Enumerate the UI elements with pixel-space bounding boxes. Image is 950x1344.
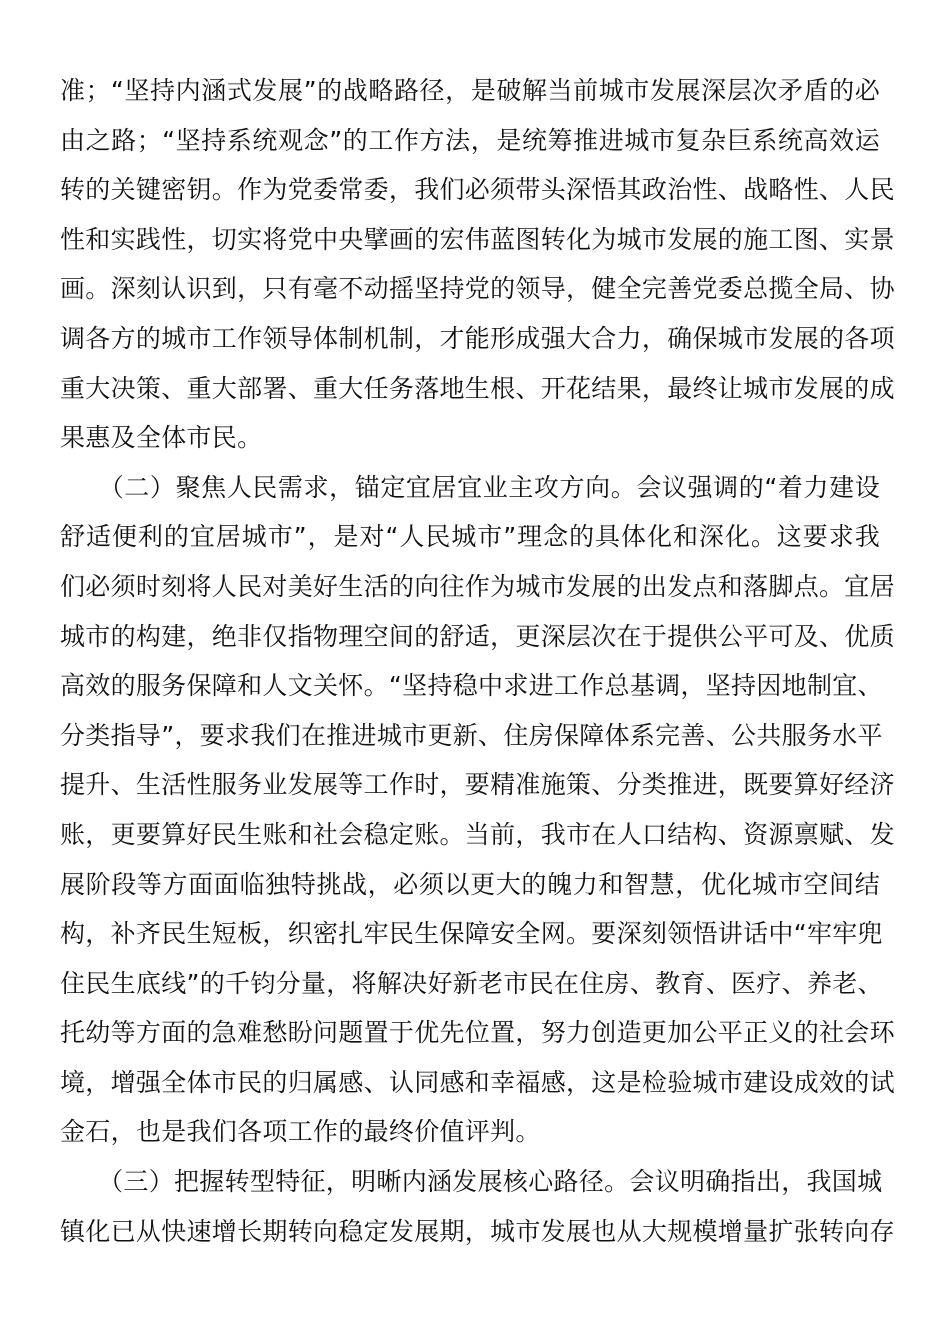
text-line: （二）聚焦人民需求，锚定宜居宜业主攻方向。会议强调的“着力建设	[60, 472, 880, 502]
document-body	[60, 66, 895, 1256]
text-line: 性和实践性，切实将党中央擘画的宏伟蓝图转化为城市发展的施工图、实景	[60, 224, 895, 254]
text-line: 画。深刻认识到，只有毫不动摇坚持党的领导，健全完善党委总揽全局、协	[60, 274, 895, 304]
text-line: 提升、生活性服务业发展等工作时，要精准施策、分类推进，既要算好经济	[60, 770, 895, 800]
text-line: 由之路；“坚持系统观念”的工作方法，是统筹推进城市复杂巨系统高效运	[60, 125, 880, 155]
text-line: 舒适便利的宜居城市”，是对“人民城市”理念的具体化和深化。这要求我	[60, 522, 880, 552]
text-line: 准；“坚持内涵式发展”的战略路径，是破解当前城市发展深层次矛盾的必	[60, 76, 880, 105]
text-line: 住民生底线”的千钧分量，将解决好新老市民在住房、教育、医疗、养老、	[60, 968, 883, 998]
text-line: 调各方的城市工作领导体制机制，才能形成强大合力，确保城市发展的各项	[60, 323, 895, 353]
text-line: 镇化已从快速增长期转向稳定发展期，城市发展也从大规模增量扩张转向存	[60, 1216, 895, 1246]
text-line: 构，补齐民生短板，织密扎牢民生保障安全网。要深刻领悟讲话中“牢牢兜	[60, 919, 883, 949]
text-line: 们必须时刻将人民对美好生活的向往作为城市发展的出发点和落脚点。宜居	[60, 571, 895, 601]
text-line: 转的关键密钥。作为党委常委，我们必须带头深悟其政治性、战略性、人民	[60, 175, 895, 205]
text-line: 重大决策、重大部署、重大任务落地生根、开花结果，最终让城市发展的成	[60, 373, 895, 403]
text-line: 展阶段等方面面临独特挑战，必须以更大的魄力和智慧，优化城市空间结	[60, 869, 880, 899]
text-line: 账，更要算好民生账和社会稳定账。当前，我市在人口结构、资源禀赋、发	[60, 819, 895, 849]
text-line: 城市的构建，绝非仅指物理空间的舒适，更深层次在于提供公平可及、优质	[60, 621, 895, 651]
text-line: （三）把握转型特征，明晰内涵发展核心路径。会议明确指出，我国城	[60, 1167, 883, 1197]
text-line: 分类指导”，要求我们在推进城市更新、住房保障体系完善、公共服务水平	[60, 720, 883, 750]
text-line: 高效的服务保障和人文关怀。“坚持稳中求进工作总基调，坚持因地制宜、	[60, 671, 883, 701]
text-line: 果惠及全体市民。	[60, 423, 263, 453]
text-line: 金石，也是我们各项工作的最终价值评判。	[60, 1117, 541, 1147]
text-line: 托幼等方面的急难愁盼问题置于优先位置，努力创造更加公平正义的社会环	[60, 1018, 895, 1048]
text-line: 境，增强全体市民的归属感、认同感和幸福感，这是检验城市建设成效的试	[60, 1067, 895, 1097]
